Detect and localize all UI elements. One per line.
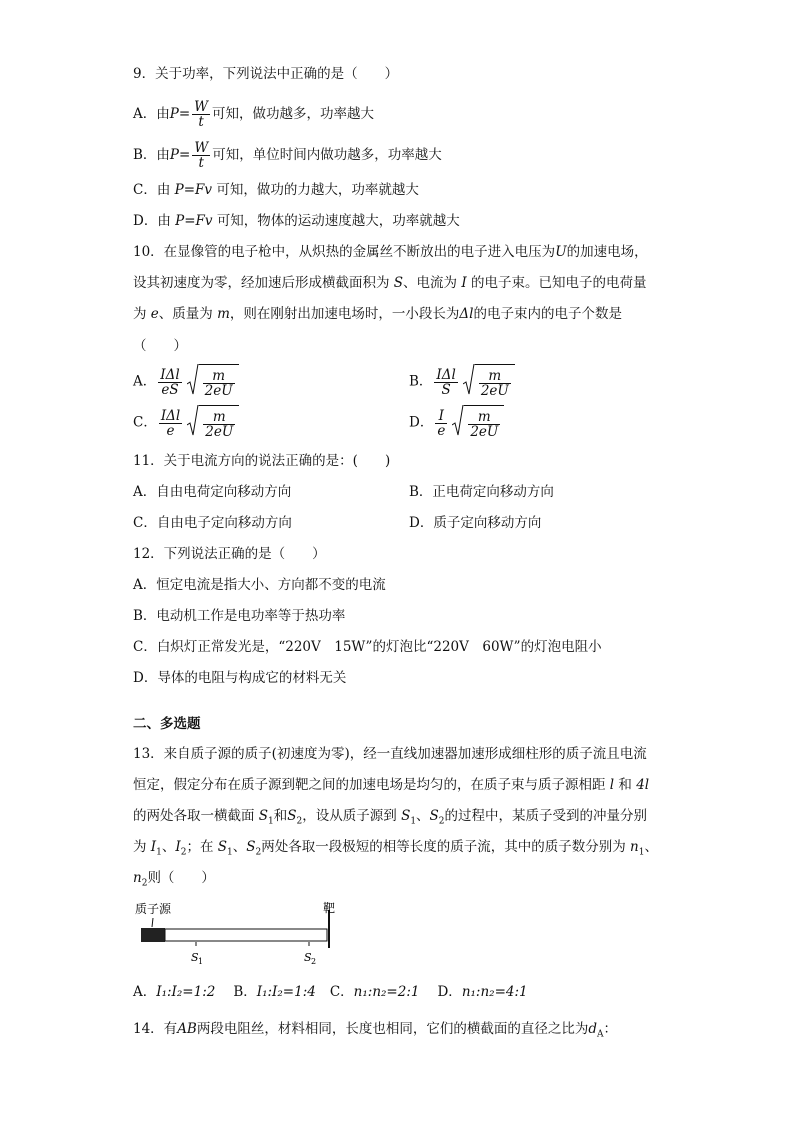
s1-label: S — [191, 951, 199, 964]
q13-option-d: D．n₁:n₂=4:1 — [437, 984, 528, 1000]
q9-option-c: C．由 P=Fv 可知，做功的力越大，功率就越大 — [133, 182, 419, 198]
sqrt: $\frac{m}{2eU}$ — [463, 364, 515, 400]
q13-line-2: 恒定，假定分布在质子源到靶之间的加速电场是均匀的，在质子束与质子源相距 l 和 4l — [133, 777, 650, 793]
q10-line-4: （ ） — [133, 338, 187, 354]
proton-source-block — [141, 928, 165, 942]
s1-subscript: 1 — [198, 957, 204, 966]
q11-option-b: B．正电荷定向移动方向 — [409, 484, 554, 500]
q13-option-b: B．I₁:I₂=1:4 — [233, 984, 316, 1000]
q10-line-3: 为 e、质量为 m，则在刚射出加速电场时，一小段长为Δl的电子束内的电子个数是 — [133, 306, 622, 322]
q13-option-c: C．n₁:n₂=2:1 — [329, 984, 420, 1000]
s2-subscript: 2 — [311, 957, 317, 966]
q9-option-b: B．由P= $\frac{W}{t}$ 可知，单位时间内做功越多，功率越大 — [133, 140, 442, 171]
sqrt: $\frac{m}{2eU}$ — [187, 405, 239, 441]
q10-line-2: 设其初速度为零，经加速后形成横截面积为 S、电流为 I 的电子束。已知电子的电荷量 — [133, 275, 647, 291]
accelerator-diagram — [133, 898, 353, 968]
q11-stem: 11．关于电流方向的说法正确的是：( ) — [133, 453, 391, 469]
fraction: $\frac{W}{t}$ — [194, 140, 209, 171]
q12-option-b: B．电动机工作是电功率等于热功率 — [133, 608, 346, 624]
section-title-multi-choice: 二、多选题 — [133, 716, 201, 732]
q10-line-1: 10．在显像管的电子枪中，从炽热的金属丝不断放出的电子进入电压为U的加速电场， — [133, 244, 648, 260]
sqrt: $\frac{m}{2eU}$ — [187, 364, 239, 400]
q13-line-3: 的两处各取一横截面 $S_1$和$S_2$，设从质子源到 $S_1$、$S_2$的过程中，某质子受到的冲量分别 — [133, 808, 648, 827]
q12-stem: 12．下列说法正确的是（ ） — [133, 546, 326, 562]
q10-option-d: D． $\frac{I}{e}$ $\frac{m}{2eU}$ — [409, 405, 504, 441]
q9-option-d: D．由 P=Fv 可知，物体的运动速度越大，功率就越大 — [133, 213, 460, 229]
target-label: 靶 — [323, 901, 336, 915]
q10-option-b: B． $\frac{\text{IΔl}}{S}$ $\frac{m}{2eU}$ — [409, 364, 515, 400]
q13-line-1: 13．来自质子源的质子(初速度为零)，经一直线加速器加速形成细柱形的质子流且电流 — [133, 746, 647, 762]
q13-option-a: A．I₁:I₂=1:2 — [133, 984, 216, 1000]
q11-option-a: A．自由电荷定向移动方向 — [133, 484, 292, 500]
proton-beam — [165, 929, 327, 941]
q12-option-c: C．白炽灯正常发光是，“220V 15W”的灯泡比“220V 60W”的灯泡电阻小 — [133, 639, 602, 655]
s2-label: S — [304, 951, 312, 964]
q10-option-a: A． $\frac{\text{IΔl}}{eS}$ $\frac{m}{2eU}$ — [133, 364, 239, 400]
label-pointer — [152, 918, 153, 927]
q12-option-a: A．恒定电流是指大小、方向都不变的电流 — [133, 577, 386, 593]
sqrt: $\frac{m}{2eU}$ — [452, 405, 504, 441]
fraction: $\frac{W}{t}$ — [194, 99, 209, 130]
q9-stem: 9．关于功率，下列说法中正确的是（ ） — [133, 66, 399, 82]
q13-line-4: 为 $I_1$、$I_2$；在 $S_1$、$S_2$两处各取一段极短的相等长度的质子流，其中的质子数分别为 $n_1$、 — [133, 839, 658, 858]
q12-option-d: D．导体的电阻与构成它的材料无关 — [133, 670, 347, 686]
q14-line-1: 14．有AB两段电阻丝，材料相同，长度也相同，它们的横截面的直径之比为$d_A$： — [133, 1021, 618, 1040]
proton-source-label: 质子源 — [135, 902, 172, 916]
q13-options — [133, 982, 528, 1002]
q13-line-5: $n_2$则（ ） — [133, 870, 215, 889]
q11-option-c: C．自由电子定向移动方向 — [133, 515, 292, 531]
q9-option-a: A．由P= $\frac{W}{t}$ 可知，做功越多，功率越大 — [133, 99, 375, 130]
q10-option-c: C． $\frac{\text{IΔl}}{e}$ $\frac{m}{2eU}$ — [133, 405, 239, 441]
q11-option-d: D．质子定向移动方向 — [409, 515, 542, 531]
